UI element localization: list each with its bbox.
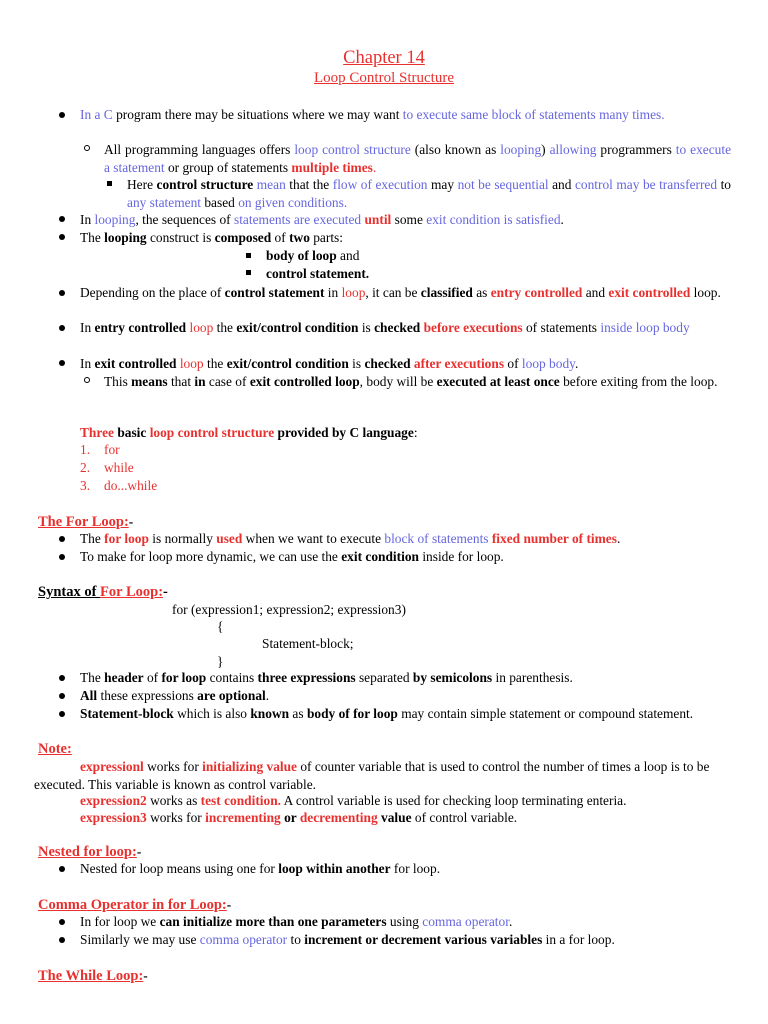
- intro-paragraph-4: In looping, the sequences of statements are executed until some exit condition is satisfied.: [80, 212, 564, 227]
- comma-paragraph-2: Similarly we may use comma operator to increment or decrement various variables in a for loop.: [80, 932, 615, 947]
- note-expression-3: expression3 works for incrementing or decrementing value of control variable.: [80, 810, 518, 825]
- note-expression-1: expressionl works for initializing value of counter variable that is used to control the number of times a loop is to be executed. This variable is known as control variable.: [34, 759, 710, 792]
- for-loop-heading: The For Loop:-: [38, 514, 134, 530]
- bullet-icon: [59, 234, 65, 240]
- part-body-of-loop: body of loop and: [266, 248, 360, 263]
- syntax-paragraph-3: Statement-block which is also known as body of for loop may contain simple statement or compound statement.: [80, 706, 694, 721]
- intro-paragraph-6: Depending on the place of control statement in loop, it can be classified as entry controlled and exit controlled loop.: [80, 285, 721, 300]
- intro-paragraph-7: In entry controlled loop the exit/control condition is checked before executions of statements inside loop body: [80, 320, 690, 335]
- for-loop-paragraph-1: The for loop is normally used when we want to execute block of statements fixed number of times.: [80, 531, 621, 546]
- bullet-icon: [59, 536, 65, 542]
- intro-paragraph-5: The looping construct is composed of two parts:: [80, 230, 343, 245]
- code-line: Statement-block;: [262, 636, 354, 651]
- intro-paragraph-3: Here control structure mean that the flow of execution may not be sequential and control may be transferred to any statement based on given conditions.: [127, 177, 731, 210]
- list-item: 1. for: [80, 442, 120, 457]
- syntax-paragraph-1: The header of for loop contains three expressions separated by semicolons in parenthesis.: [80, 670, 573, 685]
- square-bullet-icon: [246, 270, 251, 275]
- bullet-icon: [59, 711, 65, 717]
- bullet-icon: [59, 112, 65, 118]
- bullet-icon: [59, 866, 65, 872]
- while-loop-heading: The While Loop:-: [38, 968, 148, 984]
- list-item: 2. while: [80, 460, 134, 475]
- note-heading: Note:: [38, 741, 72, 757]
- syntax-heading: Syntax of For Loop:-: [38, 584, 168, 600]
- square-bullet-icon: [246, 253, 251, 258]
- bullet-icon: [59, 290, 65, 296]
- chapter-subtitle: Loop Control Structure: [314, 70, 454, 86]
- intro-paragraph-2: All programming languages offers loop control structure (also known as looping) allowing programmers to execute a statement or group of statements multiple times.: [104, 142, 732, 175]
- intro-paragraph-1: In a C program there may be situations where we may want to execute same block of statements many times.: [80, 107, 665, 122]
- list-item: 3. do...while: [80, 478, 158, 493]
- bullet-icon: [59, 554, 65, 560]
- intro-paragraph-9: This means that in case of exit controlled loop, body will be executed at least once before exiting from the loop.: [104, 374, 718, 389]
- nested-paragraph-1: Nested for loop means using one for loop within another for loop.: [80, 861, 441, 876]
- comma-paragraph-1: In for loop we can initialize more than one parameters using comma operator.: [80, 914, 513, 929]
- code-line: for (expression1; expression2; expression3): [172, 602, 406, 617]
- part-control-statement: control statement.: [266, 266, 370, 281]
- code-line: {: [217, 619, 224, 634]
- circle-bullet-icon: [84, 145, 90, 151]
- square-bullet-icon: [107, 181, 112, 186]
- for-loop-paragraph-2: To make for loop more dynamic, we can use the exit condition inside for loop.: [80, 549, 504, 564]
- bullet-icon: [59, 325, 65, 331]
- bullet-icon: [59, 693, 65, 699]
- bullet-icon: [59, 937, 65, 943]
- chapter-title: Chapter 14: [343, 48, 425, 68]
- comma-heading: Comma Operator in for Loop:-: [38, 897, 232, 913]
- three-basic-heading: Three basic loop control structure provided by C language:: [80, 425, 418, 440]
- bullet-icon: [59, 216, 65, 222]
- bullet-icon: [59, 675, 65, 681]
- note-expression-2: expression2 works as test condition. A control variable is used for checking loop terminating enteria.: [80, 793, 627, 808]
- circle-bullet-icon: [84, 377, 90, 383]
- nested-heading: Nested for loop:-: [38, 844, 142, 860]
- bullet-icon: [59, 919, 65, 925]
- syntax-paragraph-2: All these expressions are optional.: [80, 688, 270, 703]
- intro-paragraph-8: In exit controlled loop the exit/control condition is checked after executions of loop body.: [80, 356, 579, 371]
- bullet-icon: [59, 360, 65, 366]
- code-line: }: [217, 654, 224, 669]
